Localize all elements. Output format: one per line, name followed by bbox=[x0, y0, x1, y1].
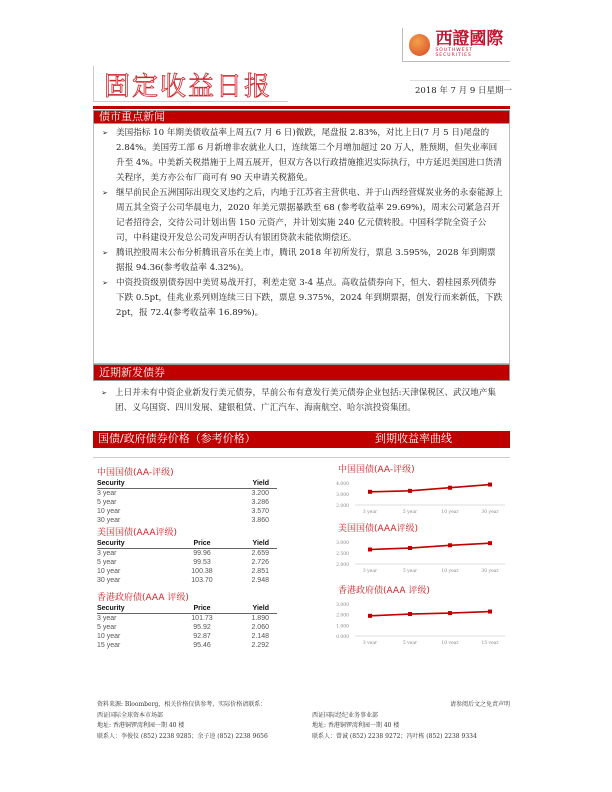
table-row bbox=[97, 549, 277, 558]
x-tick-label: 5 year bbox=[402, 510, 418, 515]
table-cell: 3.860 bbox=[251, 517, 269, 524]
table-row bbox=[97, 567, 277, 576]
table-cell: 95.92 bbox=[193, 624, 211, 631]
table-cell bbox=[177, 516, 227, 525]
y-tick-label: 2.000 bbox=[336, 613, 349, 619]
table-cell: 95.46 bbox=[193, 642, 211, 649]
table-header bbox=[97, 604, 277, 614]
list-item bbox=[94, 276, 509, 321]
table-cell: 2.060 bbox=[251, 624, 269, 631]
prices-title: 国债/政府债券价格（参考价格） bbox=[98, 432, 256, 445]
table-cell: 3 year bbox=[97, 550, 117, 557]
table-cell: 2.851 bbox=[251, 568, 269, 575]
list-item bbox=[94, 126, 509, 186]
chart-title: 中国国债(AA-评级) bbox=[338, 465, 415, 475]
list-item bbox=[94, 186, 509, 246]
company-logo bbox=[402, 28, 510, 62]
table-row bbox=[97, 507, 277, 516]
table-cell: 10 year bbox=[97, 508, 121, 515]
y-tick-label: 4.000 bbox=[336, 482, 349, 487]
table-cell: 30 year bbox=[97, 577, 121, 584]
data-point bbox=[488, 483, 492, 487]
y-tick-label: 0.000 bbox=[336, 635, 349, 640]
data-point bbox=[408, 546, 412, 550]
item-text: 上日并未有中资企业新发行美元债券，早前公布有意发行美元债券企业包括:天津保税区、武汉地产集团、义乌国资、四川发展、建银租赁、广汇汽车、海南航空、哈尔滨投资集团。 bbox=[115, 388, 497, 413]
yield-curve-chart bbox=[300, 521, 510, 584]
table-row bbox=[97, 489, 277, 498]
y-tick-label: 2.000 bbox=[336, 504, 349, 509]
table-cell: 99.53 bbox=[193, 559, 211, 566]
column-header bbox=[177, 479, 227, 488]
logo-emblem-icon bbox=[409, 34, 430, 56]
table-cell: 92.87 bbox=[193, 633, 211, 640]
table-cell: 10 year bbox=[97, 568, 121, 575]
column-header: Yield bbox=[252, 605, 269, 612]
column-header: Price bbox=[193, 605, 211, 612]
table-title: 香港政府债(AAA 评级) bbox=[97, 593, 189, 603]
table-cell: 3 year bbox=[97, 615, 117, 622]
section-prices-header bbox=[93, 431, 510, 448]
arrow-bullet-icon: ➢ bbox=[102, 129, 108, 137]
list-item bbox=[93, 386, 510, 416]
chart-title: 美国国债(AAA评级) bbox=[338, 524, 418, 534]
table-header bbox=[97, 539, 277, 549]
x-tick-label: 30 year bbox=[481, 569, 499, 574]
footer-dept: 西证国际经纪业务事业部 bbox=[312, 711, 379, 719]
footer-contact: 联系人：李俊仪 (852) 2238 9285；余子逵 (852) 2238 9656 bbox=[97, 732, 268, 740]
footer-contact: 联系人：曾诚 (852) 2238 9272；冯叶栋 (852) 2238 9334 bbox=[312, 732, 477, 740]
yield-curve-chart bbox=[300, 583, 510, 648]
arrow-bullet-icon: ➢ bbox=[102, 249, 108, 257]
item-text: 腾讯控股周末公布分析腾讯音乐在美上市，腾讯 2018 年初所发行，票息 3.595%，2028 年到期票据报 94.36(参考收益率 4.32%)。 bbox=[116, 248, 496, 273]
x-tick-label: 3 year bbox=[362, 510, 378, 515]
table-cell: 5 year bbox=[97, 559, 117, 566]
table-cell: 1.890 bbox=[251, 615, 269, 622]
table-cell: 5 year bbox=[97, 624, 117, 631]
table-row bbox=[97, 576, 277, 585]
report-date: 2018 年 7 月 9 日星期一 bbox=[415, 86, 512, 96]
footer-right bbox=[312, 711, 477, 743]
arrow-bullet-icon: ➢ bbox=[102, 279, 108, 287]
x-tick-label: 30 year bbox=[481, 510, 499, 515]
x-tick-label: 3 year bbox=[362, 569, 378, 574]
table-cell bbox=[177, 489, 227, 498]
x-tick-label: 5 year bbox=[402, 641, 418, 644]
data-point bbox=[368, 548, 372, 552]
table-cell: 100.38 bbox=[191, 568, 213, 575]
table-title: 美国国债(AAA评级) bbox=[97, 528, 177, 538]
table-cell: 3.200 bbox=[251, 490, 269, 497]
chart-title: 香港政府债(AAA 评级) bbox=[338, 586, 430, 596]
data-point bbox=[368, 490, 372, 494]
y-tick-label: 3.000 bbox=[336, 541, 349, 546]
table-title: 中国国债(AA-评级) bbox=[97, 468, 174, 478]
divider bbox=[410, 80, 510, 81]
logo-cn: 西證國際 bbox=[435, 29, 504, 49]
list-item bbox=[94, 246, 509, 276]
series-line bbox=[370, 543, 490, 549]
data-point bbox=[488, 610, 492, 614]
table-cell: 2.292 bbox=[251, 642, 269, 649]
chart-plot bbox=[300, 596, 510, 644]
table-header bbox=[97, 479, 277, 489]
table-cell bbox=[177, 507, 227, 516]
column-header: Security bbox=[97, 480, 125, 487]
divider bbox=[93, 101, 288, 102]
new-bonds-list bbox=[93, 380, 510, 416]
curve-title: 到期收益率曲线 bbox=[375, 432, 452, 445]
table-cell: 3.570 bbox=[251, 508, 269, 515]
table-cell: 2.726 bbox=[251, 559, 269, 566]
bond-table bbox=[97, 525, 277, 585]
data-point bbox=[448, 611, 452, 615]
logo-en: SOUTHWEST SECURITIES bbox=[435, 48, 474, 58]
table-cell: 30 year bbox=[97, 517, 121, 524]
bond-table bbox=[97, 590, 277, 650]
footer-left bbox=[97, 711, 268, 743]
data-point bbox=[368, 614, 372, 618]
news-list bbox=[93, 123, 510, 364]
item-text: 美国指标 10 年期美债收益率上周五(7 月 6 日)微跌，尾盘报 2.83%，对比上日(7 月 5 日)尾盘的 2.84%。美国劳工部 6 月新增非农就业人口，连续第二个月增加超过 20 万人，胜预期，但失业率回升至 4%。中美新关税措施于上周五展开，但双方各以行政措施推迟实际执行，中方延迟美国进口货清关程序，美方亦公布厂商可有 90 天申请关税豁免。 bbox=[116, 128, 502, 183]
table-row bbox=[97, 516, 277, 525]
column-header: Security bbox=[97, 605, 125, 612]
data-point bbox=[408, 612, 412, 616]
table-row bbox=[97, 623, 277, 632]
x-tick-label: 15 year bbox=[481, 641, 499, 644]
y-tick-label: 2.500 bbox=[336, 552, 349, 557]
footer-address: 地址: 香港铜锣湾利园一期 40 楼 bbox=[97, 722, 185, 729]
column-header: Security bbox=[97, 540, 125, 547]
y-tick-label: 3.000 bbox=[336, 493, 349, 498]
y-tick-label: 1.000 bbox=[336, 624, 349, 630]
table-cell: 3 year bbox=[97, 490, 117, 497]
table-row bbox=[97, 614, 277, 623]
footer-address: 地址: 香港铜锣湾利园一期 40 楼 bbox=[312, 722, 400, 729]
yield-curve-chart bbox=[300, 462, 510, 525]
table-cell: 5 year bbox=[97, 499, 117, 506]
section-new-bonds-header: 近期新发债券 bbox=[93, 364, 510, 381]
data-point bbox=[408, 489, 412, 493]
table-cell: 15 year bbox=[97, 642, 121, 649]
table-row bbox=[97, 641, 277, 650]
table-cell: 99.96 bbox=[193, 550, 211, 557]
column-header: Yield bbox=[252, 540, 269, 547]
footer-dept: 西证国际全球资本市场部 bbox=[97, 711, 164, 719]
data-point bbox=[488, 541, 492, 545]
series-line bbox=[370, 485, 490, 492]
y-tick-label: 3.000 bbox=[336, 603, 349, 608]
column-header: Yield bbox=[252, 480, 269, 487]
column-header: Price bbox=[193, 540, 211, 547]
bond-table bbox=[97, 465, 277, 525]
table-cell: 2.659 bbox=[251, 550, 269, 557]
series-line bbox=[370, 612, 490, 616]
report-title: 固定收益日报 bbox=[93, 66, 272, 102]
table-cell: 2.148 bbox=[251, 633, 269, 640]
arrow-bullet-icon: ➢ bbox=[101, 389, 107, 397]
chart-plot bbox=[300, 475, 510, 521]
x-tick-label: 3 year bbox=[362, 641, 378, 644]
y-tick-label: 2.000 bbox=[336, 563, 349, 568]
data-point bbox=[448, 486, 452, 490]
header-rule bbox=[93, 106, 510, 109]
x-tick-label: 10 year bbox=[441, 510, 459, 515]
table-row bbox=[97, 558, 277, 567]
item-text: 中资投资级别债券因中美贸易战开打，利差走宽 3-4 基点。高收益债券向下，恒大、碧桂园系列债券下跌 0.5pt，佳兆业系列则连续三日下跌，票息 9.375%，2024 年到期票据，创发行而来新低，下跌 2pt，报 72.4(参考收益率 16.89%)。 bbox=[116, 278, 503, 318]
table-cell: 2.948 bbox=[251, 577, 269, 584]
footer-disclaimer: 请参阅后文之免责声明 bbox=[449, 701, 510, 708]
x-tick-label: 10 year bbox=[441, 569, 459, 574]
table-cell: 3.286 bbox=[251, 499, 269, 506]
table-row bbox=[97, 632, 277, 641]
arrow-bullet-icon: ➢ bbox=[102, 189, 108, 197]
table-cell: 103.70 bbox=[191, 577, 213, 584]
data-point bbox=[448, 543, 452, 547]
item-text: 继早前民企五洲国际出现交叉违约之后，内地于江苏省主营供电、并于山西经营煤炭业务的永泰能源上周五其全资子公司华晨电力，2020 年美元票据暴跌至 68 (参考收益率 29.69%)，周末公司紧急召开记者招待会，交待公司计划出售 150 元资产，并计划实施 240 亿元债转股。中国科学院全资子公司，中科建设开发总公司发声明否认有银团贷款未能依期偿还。 bbox=[116, 188, 503, 243]
table-cell bbox=[177, 498, 227, 507]
chart-plot bbox=[300, 534, 510, 580]
x-tick-label: 5 year bbox=[402, 569, 418, 574]
section-news-header: 债市重点新闻 bbox=[93, 110, 510, 124]
table-cell: 10 year bbox=[97, 633, 121, 640]
x-tick-label: 10 year bbox=[441, 641, 459, 644]
footer-source: 资料来源: Bloomberg，相关价格仅供参考，实际价格请联系： bbox=[97, 701, 267, 708]
table-row bbox=[97, 498, 277, 507]
table-cell: 101.73 bbox=[191, 615, 213, 622]
